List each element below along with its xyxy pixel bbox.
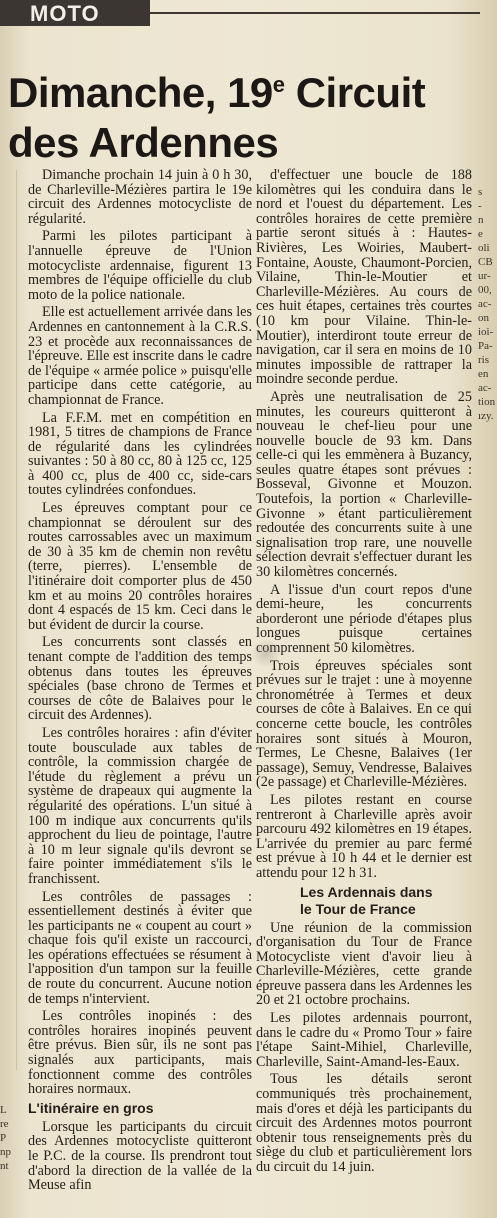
- margin-fragment: oli: [478, 242, 490, 254]
- headline-main: Dimanche, 19: [8, 69, 273, 116]
- margin-fragment: ioi-: [478, 326, 494, 338]
- margin-fragment: tion: [478, 396, 496, 408]
- paragraph: La F.F.M. met en compétition en 1981, 5 titres de champions de France de régularité dans les cylindrées suivantes : 50 à 80 cc, 80 à 125 cc, 125 à 400 cc, plus de 400 cc, side-cars toutes cylindrées confondues.: [28, 409, 252, 499]
- margin-fragment: en: [478, 368, 489, 380]
- paragraph: Les pilotes ardennais pourront, dans le cadre du « Promo Tour » faire l'étape Saint-Mihiel, Charleville, Charleville, Saint-Amand-les-Eaux.: [256, 1010, 472, 1070]
- paragraph: Dimanche prochain 14 juin à 0 h 30, de Charleville-Mézières partira le 19e circuit des Ardennes motocycliste de régularité.: [28, 167, 252, 227]
- article-headline: [8, 60, 483, 168]
- margin-fragment: 00,: [478, 284, 492, 296]
- headline-superscript: e: [272, 72, 285, 97]
- margin-fragment: nt: [0, 1160, 9, 1172]
- margin-fragment: n: [478, 214, 484, 226]
- margin-fragment: np: [0, 1146, 11, 1158]
- paragraph: Les contrôles inopinés : des contrôles horaires inopinés peuvent être prévus. Bien sûr, ils ne sont pas signalés aux participants, mais fonctionnent comme des contrôles horaires normaux.: [28, 1008, 252, 1098]
- headline-rest: Circuit des Ardennes: [8, 69, 426, 166]
- paragraph: Les concurrents sont classés en tenant compte de l'addition des temps obtenus dans toutes les épreuves spéciales (base chrono de Termes et courses de côte de Balaives pour le circuit des Ardennes).: [28, 634, 252, 724]
- adjacent-article-fragment-right: [478, 185, 497, 423]
- paragraph: Les pilotes restant en course rentreront à Charleville après avoir parcouru 492 kilomètres en 19 étapes. L'arrivée du premier au parc fermé est prévue à 10 h 44 et le dernier est attendu pour 12 h 31.: [256, 791, 472, 881]
- margin-fragment: ızy.: [478, 410, 494, 422]
- margin-fragment: ris: [478, 354, 489, 366]
- article-column-1: [28, 168, 252, 1196]
- paper-stain: [250, 640, 282, 666]
- paragraph: A l'issue d'un court repos d'une demi-heure, les concurrents aborderont une période d'étapes plus longues puisque certaines comprennent 50 kilomètres.: [256, 581, 472, 656]
- paragraph: Parmi les pilotes participant à l'annuelle épreuve de l'Union motocycliste ardennaise, figurent 13 membres de l'équipe officielle du club moto de la police nationale.: [28, 228, 252, 303]
- paragraph: Les contrôles de passages : essentiellement destinés à éviter que les participants ne « coupent au court » chaque fois qu'il existe un raccourci, les opérations effectuées se résument à l'apposition d'un tampon sur la feuille de route du concurrent. Aucune notion de temps n'intervient.: [28, 888, 252, 1007]
- rubric-rule: [150, 12, 480, 14]
- margin-fragment: -: [478, 200, 482, 212]
- margin-fragment: ac-: [478, 298, 492, 310]
- paragraph: Lorsque les participants du circuit des Ardennes motocycliste quitteront le P.C. de la course. Ils prendront tout d'abord la direction de la vallée de la Meuse afin: [28, 1118, 252, 1194]
- adjacent-article-fragment-left: [0, 1103, 16, 1173]
- margin-fragment: on: [478, 312, 489, 324]
- subheading-itinerary: L'itinéraire en gros: [28, 1099, 154, 1116]
- page-edge-line: [16, 170, 17, 1070]
- paragraph: Trois épreuves spéciales sont prévues sur le trajet : une à moyenne chronométrée à Termes et deux courses de côte à Balaives. En ce qui concerne cette boucle, les contrôles horaires sont situés à Mouron, Termes, Le Chesne, Balaives (1er passage), Semuy, Vendresse, Balaives (2e passage) et Charleville-Mézières.: [256, 657, 472, 791]
- margin-fragment: P: [0, 1132, 7, 1144]
- subheading-line-2: le Tour de France: [300, 900, 416, 917]
- margin-fragment: L: [0, 1104, 7, 1116]
- paragraph: Les contrôles horaires : afin d'éviter toute bousculade aux tables de contrôle, la commission chargée de l'étude du règlement a prévu un système de drapeaux qui augmente la régularité des opérations. L'un situé à 100 m indique aux concurrents qu'ils approchent du lieu de pointage, l'autre à 10 m leur signale qu'ils devront se faire pointer immédiatement s'ils le franchissent.: [28, 724, 252, 887]
- margin-fragment: e: [478, 228, 483, 240]
- paragraph: Les épreuves comptant pour ce championnat se déroulent sur des routes carrossables avec un maximum de 30 à 35 km de chemin non revêtu (terre, pierres). L'ensemble de l'itinéraire doit comporter plus de 450 km et au moins 20 contrôles horaires dont 4 espacés de 15 km. Ceci dans le but évident de durcir la course.: [28, 500, 252, 633]
- section-rubric: [0, 0, 150, 26]
- margin-fragment: CB: [478, 256, 493, 268]
- margin-fragment: s: [478, 186, 483, 198]
- paragraph: Tous les détails seront communiqués très prochainement, mais d'ores et déjà les participants du circuit des Ardennes motos pourront obtenir tous renseignements près du siège du club et particulièrement lors du circuit du 14 juin.: [256, 1071, 472, 1175]
- paragraph: d'effectuer une boucle de 188 kilomètres qui les conduira dans le nord et l'ouest du département. Les contrôles horaires de cette première partie seront situés à : Hautes-Rivières, Les Woiries, Maubert-Fontaine, Aouste, Chaumont-Porcien, Vilaine, Thin-le-Moutier et Charleville-Mézières. Au cours de ces huit étapes, certaines très courtes (10 km pour Vilaine. Thin-le-Moutier), interdiront toute erreur de navigation, car il sera en moins de 10 minutes impossible de rattraper la moindre seconde perdue.: [256, 167, 472, 388]
- margin-fragment: ur-: [478, 270, 491, 282]
- margin-fragment: re: [0, 1118, 9, 1130]
- margin-fragment: ac-: [478, 382, 492, 394]
- article-column-2: [256, 168, 472, 1178]
- subheading-tour-de-france: [256, 884, 472, 918]
- paragraph: Elle est actuellement arrivée dans les Ardennes en cantonnement à la C.R.S. 23 et procède aux reconnaissances de l'épreuve. Elle est inscrite dans le cadre de l'équipe « armée police » puisqu'elle participe dans cette catégorie, au championnat de France.: [28, 304, 252, 408]
- subheading-line-1: Les Ardennais dans: [300, 883, 433, 900]
- paragraph: Une réunion de la commission d'organisation du Tour de France Motocycliste vient d'avoir lieu à Charleville-Mézières, cette grande épreuve passera dans les Ardennes les 20 et 21 octobre prochains.: [256, 919, 472, 1009]
- margin-fragment: Pa-: [478, 340, 493, 352]
- rubric-label: MOTO: [30, 1, 100, 26]
- paragraph: Après une neutralisation de 25 minutes, les coureurs quitteront à nouveau le chef-lieu pour une nouvelle boucle de 93 km. Dans celle-ci qui les emmènera à Buzancy, seules quatre étapes sont prévues : Bosseval, Givonne et Mouzon. Toutefois, la portion « Charleville-Givonne » étant particulièrement redoutée des concurrents suite à une signalisation trop rare, une nouvelle sélection devrait s'effectuer durant les 30 kilomètres concernés.: [256, 388, 472, 581]
